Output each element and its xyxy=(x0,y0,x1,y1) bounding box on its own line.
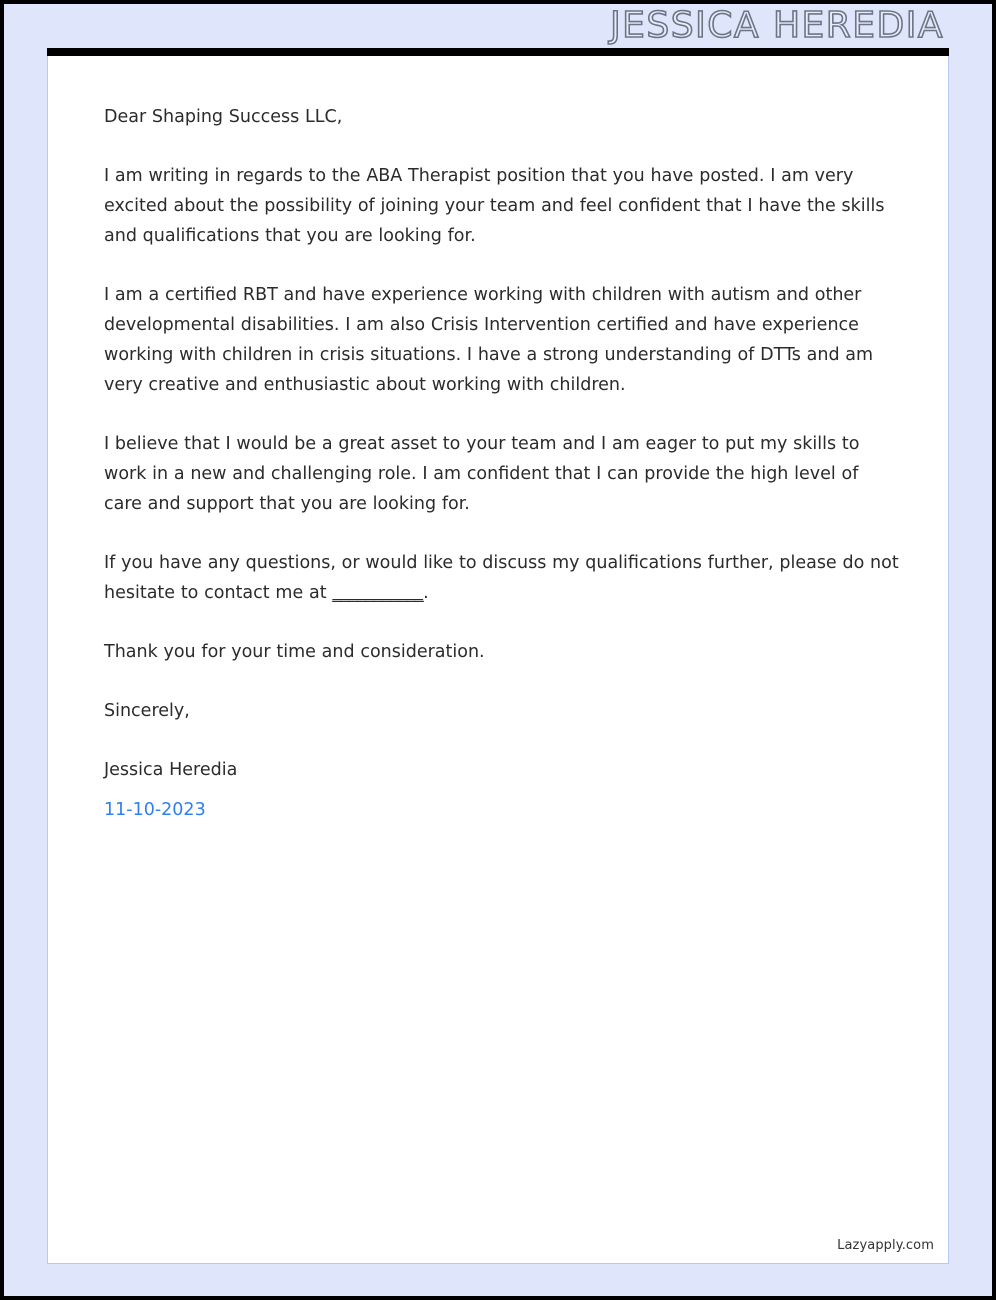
signature-name: Jessica Heredia xyxy=(104,760,238,780)
paragraph-intro: I am writing in regards to the ABA Therapist position that you have posted. I am very excited about the possibility of joining your team and feel confident that I have the skills and qualifications that you are looking for. xyxy=(104,166,885,246)
page-title: JESSICA HEREDIA xyxy=(610,5,944,46)
letter-body xyxy=(104,102,900,825)
paragraph-contact xyxy=(104,548,900,608)
signature-date: 11-10-2023 xyxy=(104,800,206,820)
letter-sheet xyxy=(47,56,949,1264)
document-canvas xyxy=(4,4,992,1296)
paragraph-value-proposition: I believe that I would be a great asset to your team and I am eager to put my skills to work in a new and challenging role. I am confident that I can provide the high level of care and support that you are looking for. xyxy=(104,434,860,514)
thank-you-line: Thank you for your time and consideration. xyxy=(104,642,485,662)
closing-salutation: Sincerely, xyxy=(104,701,190,721)
paragraph-contact-text: If you have any questions, or would like to discuss my qualifications further, please do not hesitate to contact me at xyxy=(104,553,899,603)
footer-watermark[interactable]: Lazyapply.com xyxy=(837,1238,934,1253)
contact-blank-field[interactable]: ___________ xyxy=(332,583,424,603)
salutation: Dear Shaping Success LLC, xyxy=(104,107,343,127)
paragraph-contact-period: . xyxy=(423,583,429,603)
letterhead xyxy=(4,4,992,48)
paragraph-qualifications: I am a certified RBT and have experience working with children with autism and other developmental disabilities. I am also Crisis Intervention certified and have experience working with children in crisis situations. I have a strong understanding of DTTs and am very creative and enthusiastic about working with children. xyxy=(104,285,874,395)
header-divider-rule xyxy=(47,48,949,56)
